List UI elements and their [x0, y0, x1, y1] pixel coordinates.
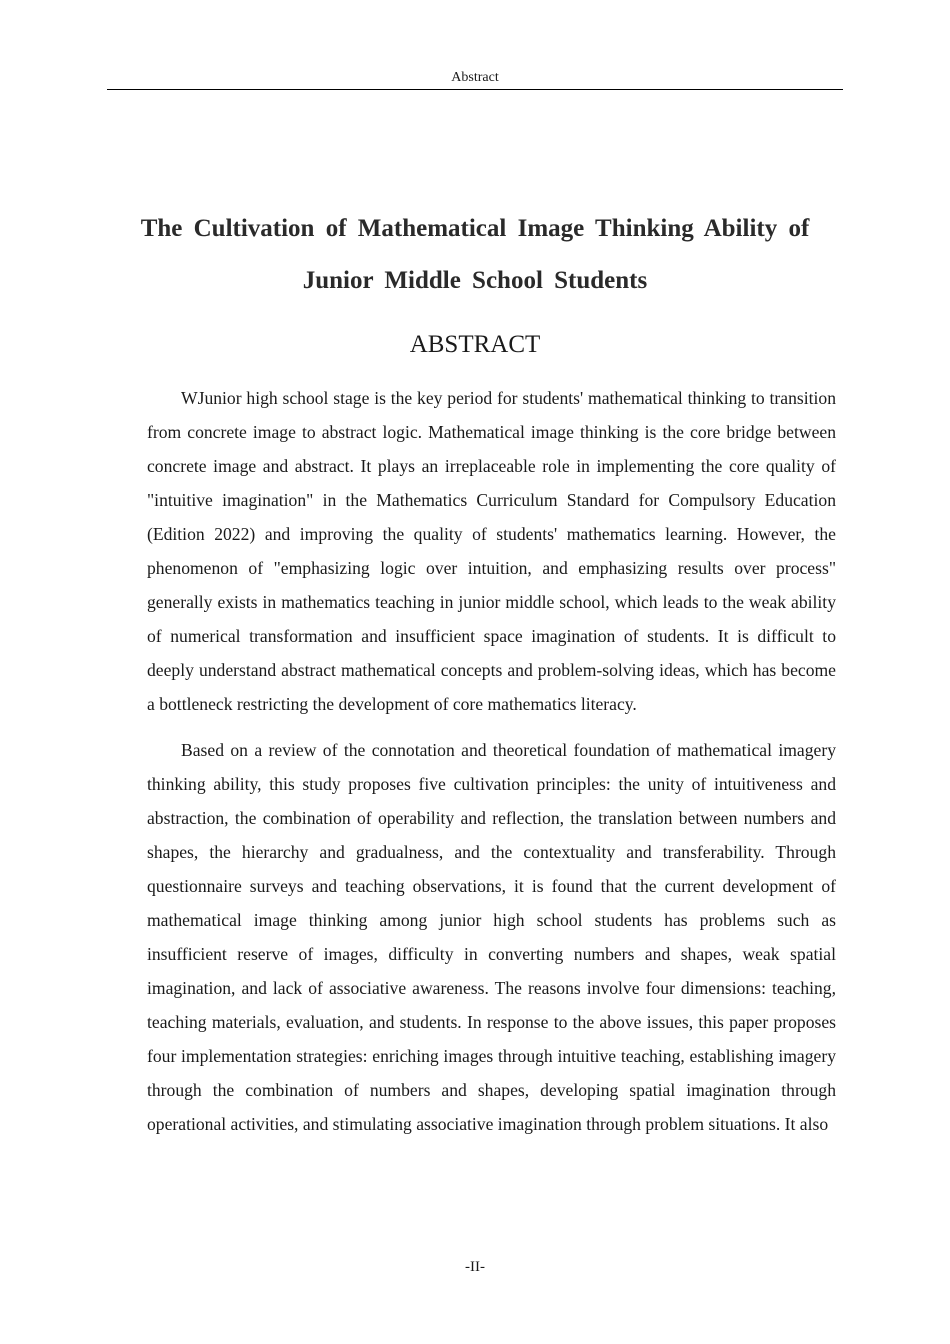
title-line-2: Junior Middle School Students — [302, 267, 648, 294]
abstract-body — [147, 381, 836, 1153]
title-line-1: The Cultivation of Mathematical Image Thinking Ability of — [140, 215, 810, 242]
running-header: Abstract — [451, 70, 499, 85]
page-number: -II- — [465, 1259, 485, 1275]
header-rule — [107, 89, 843, 90]
abstract-heading: ABSTRACT — [409, 331, 541, 358]
paper-title — [120, 203, 830, 307]
abstract-paragraph-2: Based on a review of the connotation and theoretical foundation of mathematical imagery thinking ability, this study proposes five cultivation principles: the unity of intuitiveness and abstraction, the combination of operability and reflection, the translation between numbers and shapes, the hierarchy and gradualness, and the contextuality and transferability. Through questionnaire surveys and teaching observations, it is found that the current development of mathematical image thinking among junior high school students has problems such as insufficient reserve of images, difficulty in converting numbers and shapes, weak spatial imagination, and lack of associative awareness. The reasons involve four dimensions: teaching, teaching materials, evaluation, and students. In response to the above issues, this paper proposes four implementation strategies: enriching images through intuitive teaching, establishing imagery through the combination of numbers and shapes, developing spatial imagination through operational activities, and stimulating associative imagination through problem situations. It also — [147, 740, 836, 1134]
abstract-paragraph-1: WJunior high school stage is the key period for students' mathematical thinking to transition from concrete image to abstract logic. Mathematical image thinking is the core bridge between concrete image and abstract. It plays an irreplaceable role in implementing the core quality of "intuitive imagination" in the Mathematics Curriculum Standard for Compulsory Education (Edition 2022) and improving the quality of students' mathematics learning. However, the phenomenon of "emphasizing logic over intuition, and emphasizing results over process" generally exists in mathematics teaching in junior middle school, which leads to the weak ability of numerical transformation and insufficient space imagination of students. It is difficult to deeply understand abstract mathematical concepts and problem-solving ideas, which has become a bottleneck restricting the development of core mathematics literacy. — [147, 388, 836, 714]
